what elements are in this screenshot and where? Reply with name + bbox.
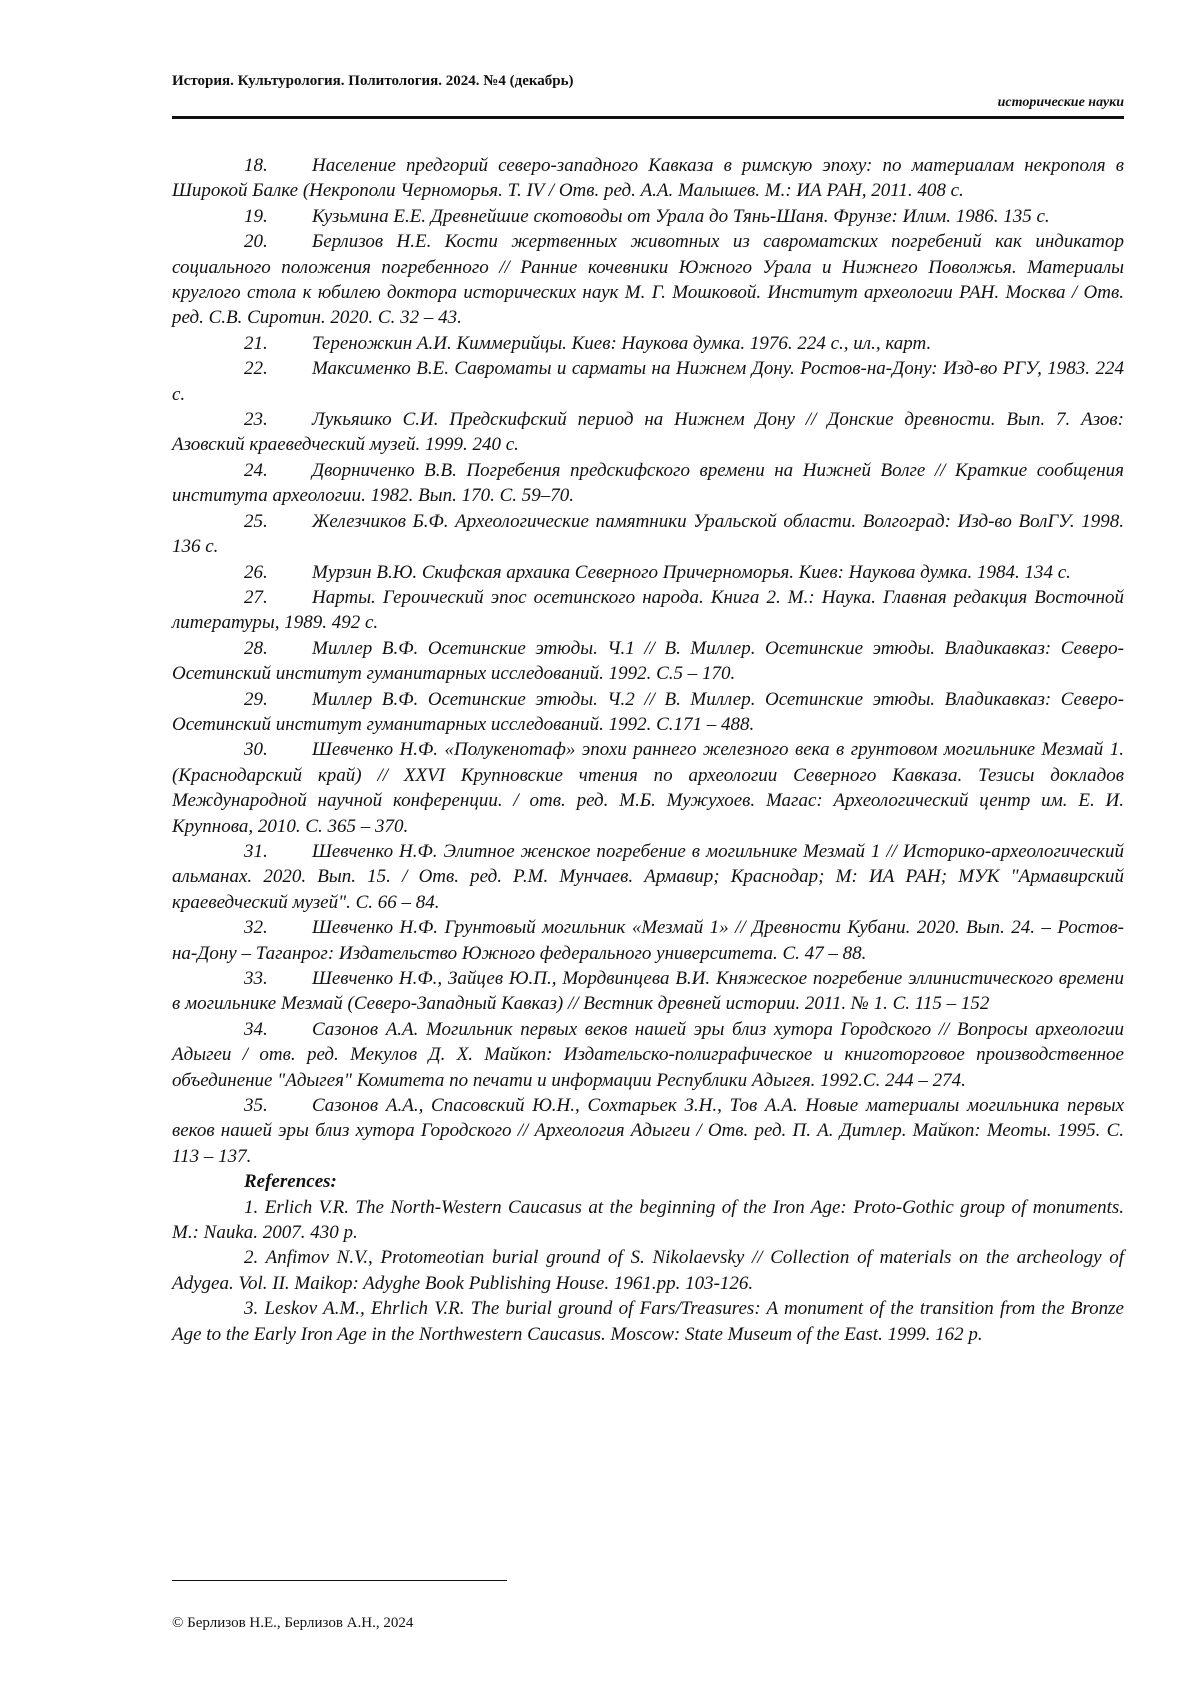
bibliography-entry	[172, 687, 1124, 738]
entry-number: 24.	[244, 459, 268, 481]
bibliography-entry	[172, 229, 1124, 331]
entry-text: Нарты. Героический эпос осетинского народа. Книга 2. М.: Наука. Главная редакция Восточной литературы, 1989. 492 с.	[172, 586, 1124, 634]
bibliography-entry	[172, 915, 1124, 966]
bibliography-entry	[172, 153, 1124, 204]
entry-text: Мурзин В.Ю. Скифская архаика Северного Причерноморья. Киев: Наукова думка. 1984. 134 с.	[312, 561, 1071, 583]
footnote-rule	[172, 1580, 507, 1581]
entry-text: Миллер В.Ф. Осетинские этюды. Ч.2 // В. Миллер. Осетинские этюды. Владикавказ: Северо-Осетинский институт гуманитарных исследований. 1992. С.171 – 488.	[172, 688, 1124, 735]
section-name: исторические науки	[997, 95, 1124, 110]
entry-number: 29.	[244, 688, 268, 710]
entry-text: Железчиков Б.Ф. Археологические памятники Уральской области. Волгоград: Изд-во ВолГУ. 1998. 136 с.	[172, 510, 1124, 558]
bibliography-entry	[172, 356, 1124, 407]
bibliography-entry	[172, 407, 1124, 458]
journal-title: История. Культурология. Политология. 2024. №4 (декабрь)	[172, 73, 574, 89]
entry-number: 34.	[244, 1018, 268, 1040]
entry-number: 22.	[244, 358, 268, 380]
entry-number: 28.	[244, 637, 268, 659]
entry-number: 32.	[244, 917, 268, 939]
entry-number: 25.	[244, 510, 268, 532]
entry-text: Тереножкин А.И. Киммерийцы. Киев: Наукова думка. 1976. 224 с., ил., карт.	[312, 332, 932, 354]
entry-number: 33.	[244, 968, 268, 989]
bibliography-list	[172, 153, 1124, 1169]
entry-text: Дворниченко В.В. Погребения предскифского времени на Нижней Волге // Краткие сообщения института археологии. 1982. Вып. 170. С. 59–70.	[172, 459, 1124, 507]
entry-text: Максименко В.Е. Савроматы и сарматы на Нижнем Дону. Ростов-на-Дону: Изд-во РГУ, 1983. 224 с.	[172, 358, 1124, 405]
entry-text: Шевченко Н.Ф. Грунтовый могильник «Мезмай 1» // Древности Кубани. 2020. Вып. 24. – Ростов-на-Дону – Таганрог: Издательство Южного федерального университета. С. 47 – 88.	[172, 917, 1124, 964]
bibliography-entry	[172, 509, 1124, 560]
bibliography-entry	[172, 839, 1124, 915]
entry-text: Шевченко Н.Ф. «Полукенотаф» эпохи раннего железного века в грунтовом могильнике Мезмай 1. (Краснодарский край) // XXVI Крупновские чтения по археологии Северного Кавказа. Тезисы докладов Международной научной конференции. / отв. ред. М.Б. Мужухоев. Магас: Археологический центр им. Е. И. Крупнова, 2010. С. 365 – 370.	[172, 739, 1124, 837]
bibliography-entry	[172, 458, 1124, 509]
entry-number: 27.	[244, 586, 268, 608]
bibliography-entry	[172, 331, 1124, 356]
entry-number: 35.	[244, 1095, 268, 1117]
entry-number: 31.	[244, 840, 268, 862]
bibliography-entry	[172, 737, 1124, 839]
copyright-notice: © Берлизов Н.Е., Берлизов А.Н., 2024	[172, 1615, 414, 1631]
bibliography-entry	[172, 966, 1124, 1017]
entry-text: Сазонов А.А. Могильник первых веков нашей эры близ хутора Городского // Вопросы археологии Адыгеи / отв. ред. Мекулов Д. Х. Майкоп: Издательско-полиграфическое и книготорговое производственное объединение "Адыгея" Комитета по печати и информации Республики Адыгея. 1992.С. 244 – 274.	[172, 1018, 1124, 1091]
entry-text: Лукьяшко С.И. Предскифский период на Нижнем Дону // Донские древности. Вып. 7. Азов: Азовский краеведческий музей. 1999. 240 с.	[172, 409, 1124, 456]
entry-number: 18.	[244, 155, 268, 176]
entry-number: 19.	[244, 205, 268, 227]
entry-text: Берлизов Н.Е. Кости жертвенных животных из савроматских погребений как индикатор социального положения погребенного // Ранние кочевники Южного Урала и Нижнего Поволжья. Материалы круглого стола к юбилею доктора исторических наук М. Г. Мошковой. Институт археологии РАН. Москва / Отв. ред. С.В. Сиротин. 2020. С. 32 – 43.	[172, 231, 1124, 329]
entry-text: Шевченко Н.Ф., Зайцев Ю.П., Мордвинцева В.И. Княжеское погребение эллинистического времени в могильнике Мезмай (Северо-Западный Кавказ) // Вестник древней истории. 2011. № 1. С. 115 – 152	[172, 968, 1124, 1015]
reference-entry: 2. Anfimov N.V., Protomeotian burial ground of S. Nikolaevsky // Collection of materials on the archeology of Adygea. Vol. II. Maikop: Adyghe Book Publishing House. 1961.pp. 103-126.	[172, 1247, 1124, 1294]
bibliography-entry	[172, 636, 1124, 687]
page-header	[172, 72, 1124, 112]
entry-text: Кузьмина Е.Е. Древнейшие скотоводы от Урала до Тянь-Шаня. Фрунзе: Илим. 1986. 135 с.	[312, 205, 1050, 227]
references-heading: References:	[244, 1171, 337, 1193]
reference-entry: 3. Leskov A.M., Ehrlich V.R. The burial ground of Fars/Treasures: A monument of the transition from the Bronze Age to the Early Iron Age in the Northwestern Caucasus. Moscow: State Museum of the East. 1999. 162 p.	[172, 1298, 1124, 1345]
bibliography-entry	[172, 1017, 1124, 1093]
entry-number: 21.	[244, 332, 268, 354]
bibliography-entry	[172, 585, 1124, 636]
bibliography-entry	[172, 204, 1124, 229]
references-list	[172, 1195, 1124, 1347]
entry-text: Шевченко Н.Ф. Элитное женское погребение в могильнике Мезмай 1 // Историко-археологический альманах. 2020. Вып. 15. / Отв. ред. Р.М. Мунчаев. Армавир; Краснодар; М: ИА РАН; МУК "Армавирский краеведческий музей". С. 66 – 84.	[172, 840, 1124, 913]
entry-number: 20.	[244, 231, 268, 253]
entry-text: Сазонов А.А., Спасовский Ю.Н., Сохтарьек З.Н., Тов А.А. Новые материалы могильника первых веков нашей эры близ хутора Городского // Археология Адыгеи / Отв. ред. П. А. Дитлер. Майкоп: Меоты. 1995. С. 113 – 137.	[172, 1095, 1124, 1167]
entry-number: 23.	[244, 409, 268, 431]
reference-entry: 1. Erlich V.R. The North-Western Caucasus at the beginning of the Iron Age: Proto-Gothic group of monuments. M.: Nauka. 2007. 430 p.	[172, 1196, 1124, 1244]
bibliography-body	[172, 153, 1124, 1347]
entry-number: 30.	[244, 739, 268, 761]
entry-text: Население предгорий северо-западного Кавказа в римскую эпоху: по материалам некрополя в Широкой Балке (Некрополи Черноморья. Т. IV / Отв. ред. А.А. Малышев. М.: ИА РАН, 2011. 408 с.	[172, 155, 1124, 202]
header-rule	[172, 116, 1124, 119]
entry-number: 26.	[244, 561, 268, 583]
entry-text: Миллер В.Ф. Осетинские этюды. Ч.1 // В. Миллер. Осетинские этюды. Владикавказ: Северо-Осетинский институт гуманитарных исследований. 1992. С.5 – 170.	[172, 637, 1124, 685]
bibliography-entry	[172, 1093, 1124, 1169]
bibliography-entry	[172, 560, 1124, 585]
